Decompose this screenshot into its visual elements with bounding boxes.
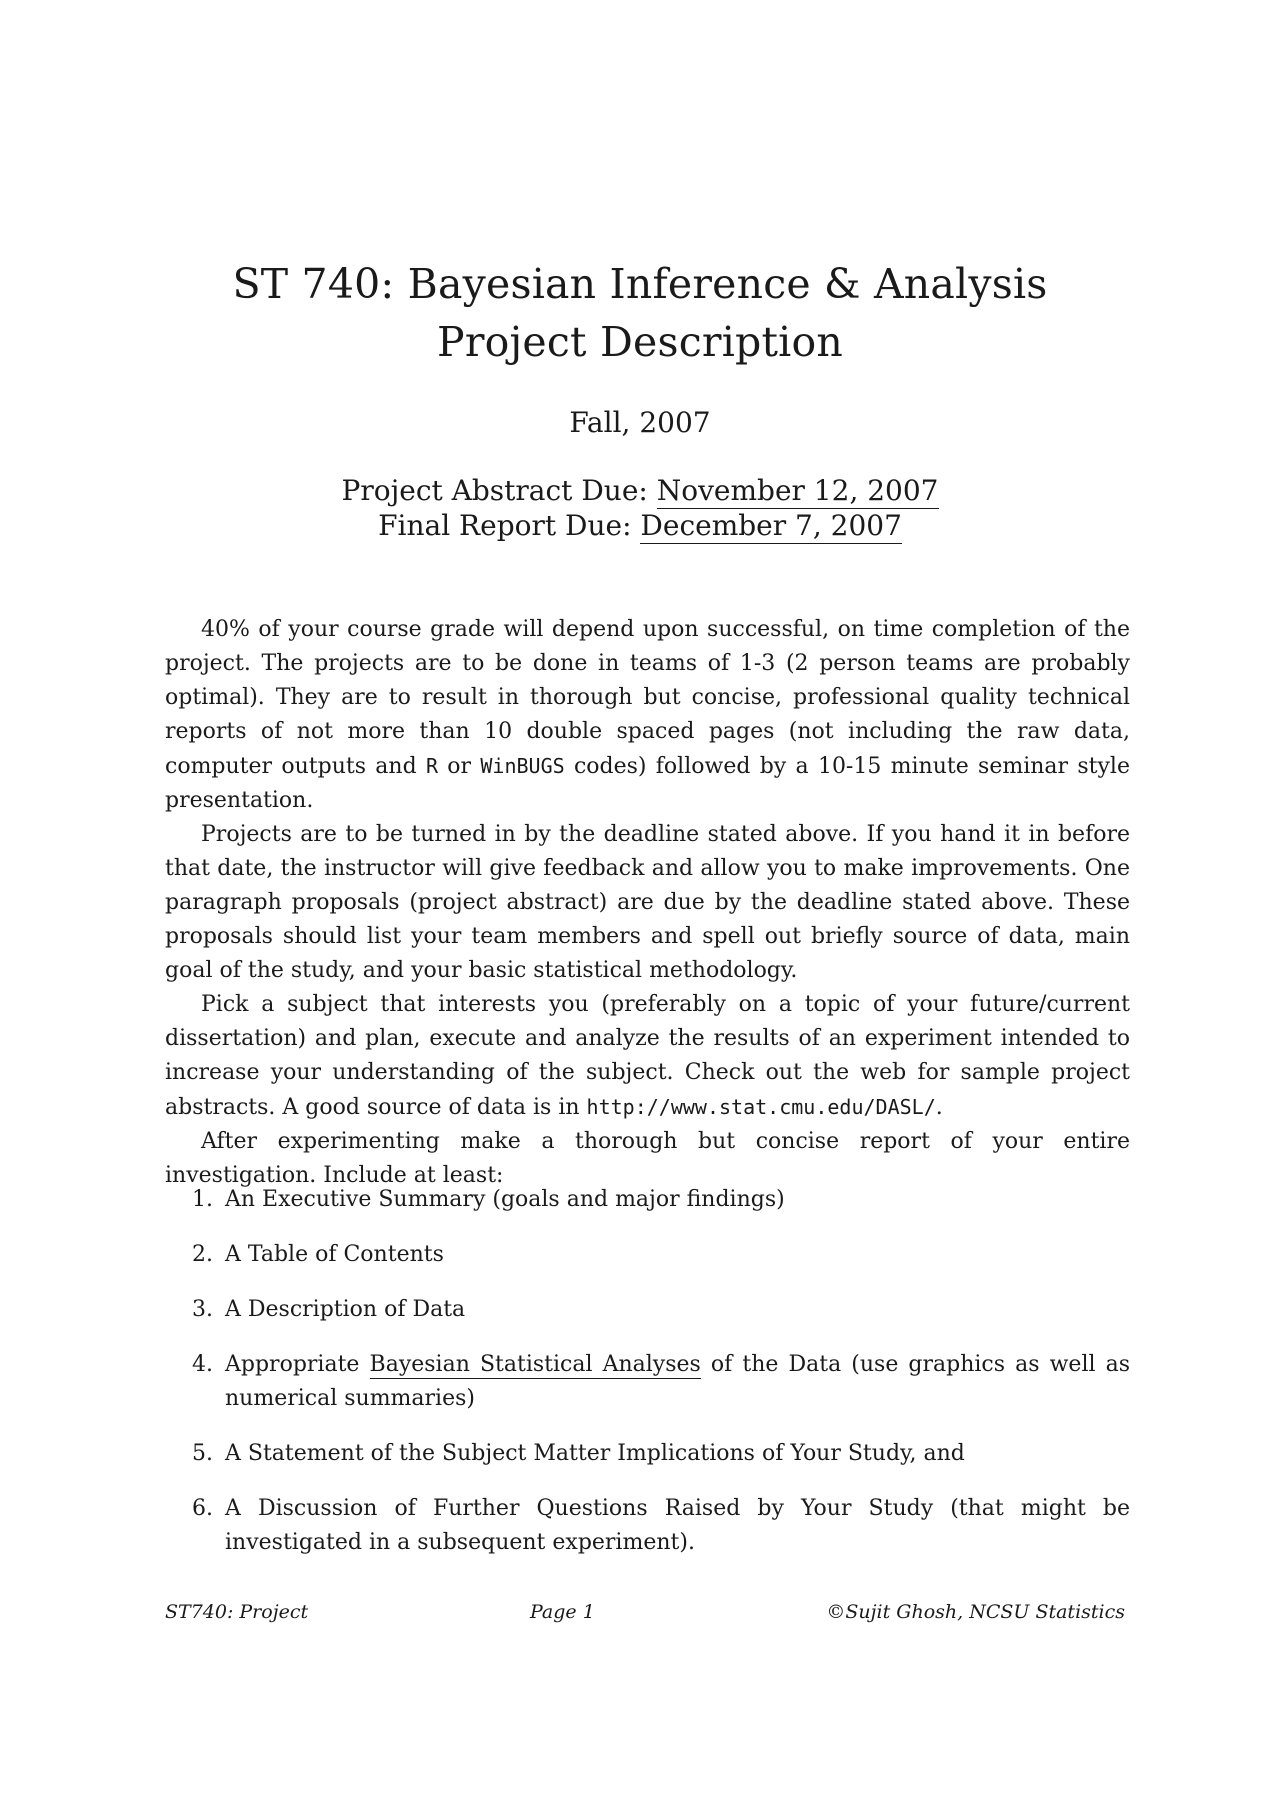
dasl-link[interactable]: http://www.stat.cmu.edu/DASL/ [586, 1095, 936, 1119]
footer-copyright: ©Sujit Ghosh, NCSU Statistics [826, 1601, 1125, 1623]
footer-course: ST740: Project [165, 1601, 309, 1623]
abstract-due-line [0, 473, 1280, 508]
paragraph-deadlines: Projects are to be turned in by the deadline stated above. If you hand it in before that date, the instructor will give feedback and allow you to make improvements. One paragraph proposals (project abstract) are due by the deadline stated above. These proposals should list your team members and spell out briefly source of data, main goal of the study, and your basic statistical methodology. [165, 822, 1130, 983]
list-item-number: 1. [192, 1187, 213, 1212]
list-item-text-pre: Appropriate [225, 1352, 360, 1377]
list-item [165, 1348, 1130, 1416]
footer-page-number: Page 1 [530, 1601, 595, 1623]
list-item [165, 1183, 1130, 1217]
paragraph-subject-period: . [935, 1095, 943, 1120]
paragraph-grading-text: 40% of your course grade will depend upon successful, on time completion of the project. The projects are to be done in teams of 1-3 (2 person teams are probably optimal). They are to result in thorough but concise, professional quality technical reports of not more than 10 double spaced pages (not including the raw data, computer outputs and [165, 617, 1130, 779]
paragraph-grading-tail: codes) followed by a 10-15 minute seminar style presentation. [165, 754, 1130, 813]
list-item-number: 6. [192, 1496, 213, 1521]
abstract-due-label: Project Abstract Due: [341, 474, 648, 507]
final-due-line [0, 508, 1280, 543]
list-item-emphasis: Bayesian Statistical Analyses [369, 1352, 701, 1377]
paragraph-report: After experimenting make a thorough but concise report of your entire investigation. Include at least: [165, 1129, 1130, 1188]
list-item-number: 2. [192, 1242, 213, 1267]
paragraph-grading [165, 613, 1130, 818]
final-due-label: Final Report Due: [378, 509, 632, 542]
due-dates [0, 473, 1280, 543]
body-text [165, 613, 1130, 1193]
list-item-number: 5. [192, 1441, 213, 1466]
list-item-text: A Discussion of Further Questions Raised by Your Study (that might be investigated in a subsequent experiment). [225, 1496, 1130, 1555]
abstract-due-date: November 12, 2007 [656, 474, 939, 507]
list-item [165, 1492, 1130, 1560]
list-item-number: 4. [192, 1352, 213, 1377]
title-block [0, 255, 1280, 371]
list-item-text: A Statement of the Subject Matter Implications of Your Study, and [225, 1441, 965, 1466]
list-item-text-post: of the Data (use graphics as well as numerical summaries) [225, 1352, 1131, 1411]
paragraph-grading-or: or [447, 754, 472, 779]
list-item-text: An Executive Summary (goals and major findings) [225, 1187, 785, 1212]
list-item [165, 1238, 1130, 1272]
list-item-text: A Table of Contents [225, 1242, 444, 1267]
list-item-text: A Description of Data [225, 1297, 466, 1322]
term: Fall, 2007 [569, 406, 711, 439]
report-requirements-list [165, 1183, 1130, 1581]
document-title: Project Description [437, 318, 843, 366]
list-item [165, 1437, 1130, 1471]
list-item [165, 1293, 1130, 1327]
code-winbugs: WinBUGS [480, 754, 565, 778]
course-title: ST 740: Bayesian Inference & Analysis [232, 260, 1048, 308]
paragraph-subject [165, 988, 1130, 1125]
list-item-number: 3. [192, 1297, 213, 1322]
final-due-date: December 7, 2007 [640, 509, 902, 542]
paragraph-subject-text: Pick a subject that interests you (preferably on a topic of your future/current dissertation) and plan, execute and analyze the results of an experiment intended to increase your understanding of the subject. Check out the web for sample project abstracts. A good source of data is in [165, 992, 1130, 1120]
code-r: R [425, 754, 438, 778]
